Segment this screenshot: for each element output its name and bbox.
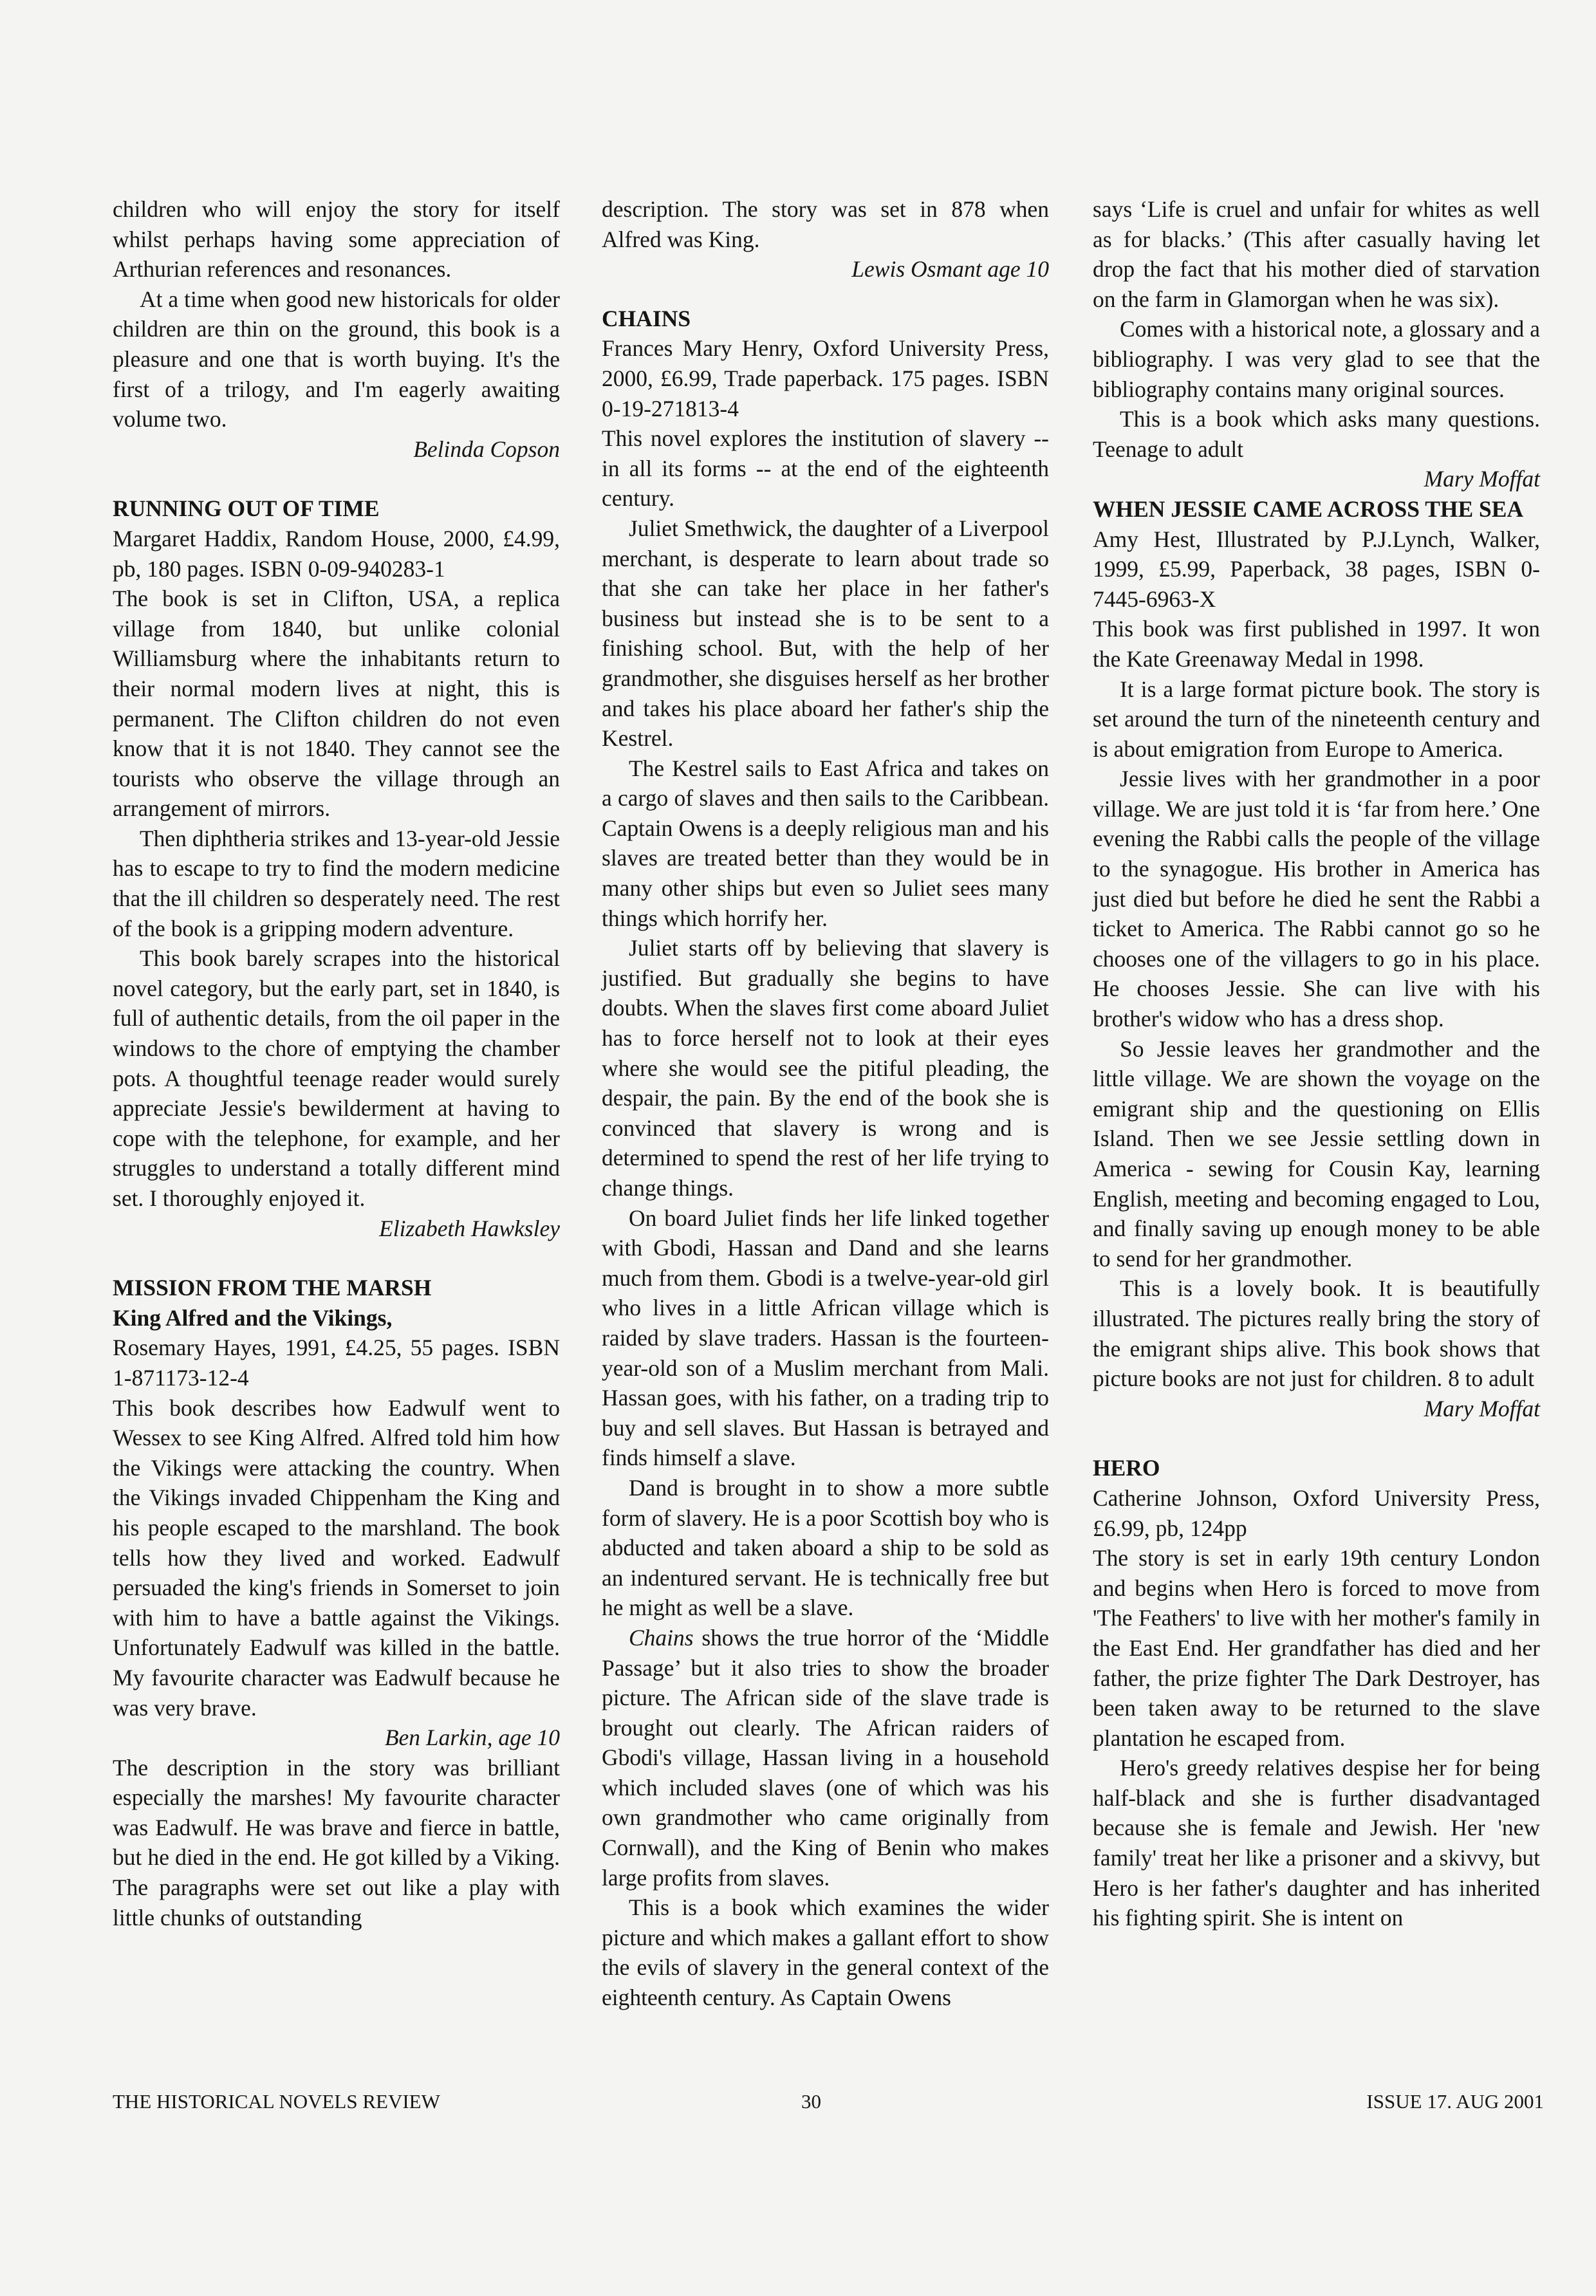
paragraph: This is a lovely book. It is beautifully illustrated. The pictures really bring the story of the emigrant ships alive. This book shows that picture books are not just for children. 8 to adult	[1093, 1275, 1540, 1392]
paragraph: says ‘Life is cruel and unfair for whites as well as for blacks.’ (This after casually having let drop the fact that his mother died of starvation on the farm in Glamorgan when he was six).	[1093, 196, 1540, 312]
book-details: Margaret Haddix, Random House, 2000, £4.99, pb, 180 pages. ISBN 0-09-940283-1	[113, 525, 560, 582]
paragraph	[602, 1623, 1049, 1893]
review-title: RUNNING OUT OF TIME	[113, 495, 380, 522]
paragraph: children who will enjoy the story for itself whilst perhaps having some appreciation of Arthurian references and resonances.	[113, 196, 560, 282]
paragraph: On board Juliet finds her life linked together with Gbodi, Hassan and Dand and she learns much from them. Gbodi is a twelve-year-old girl who lives in a little African village which is raided by slave traders. Hassan is the fourteen-year-old son of a Muslim merchant from Mali. Hassan goes, with his father, on a trading trip to buy and sell slaves. But Hassan is betrayed and finds himself a slave.	[602, 1205, 1049, 1471]
publication-name: THE HISTORICAL NOVELS REVIEW	[113, 2090, 440, 2113]
paragraph: This is a book which examines the wider picture and which makes a gallant effort to show the evils of slavery in the general context of the eighteenth century. As Captain Owens	[602, 1894, 1049, 2011]
paragraph: It is a large format picture book. The story is set around the turn of the nineteenth century and is about emigration from Europe to America.	[1093, 676, 1540, 762]
paragraph: This book was first published in 1997. It won the Kate Greenaway Medal in 1998.	[1093, 616, 1540, 672]
book-title-italic: Chains	[629, 1624, 694, 1651]
paragraph: This book describes how Eadwulf went to Wessex to see King Alfred. Alfred told him how the Vikings were attacking the country. When the Vikings invaded Chippenham the King and his people escaped to the marshland. The book tells how they lived and worked. Eadwulf persuaded the king's friends in Somerset to join with him to have a battle against the Vikings. Unfortunately Eadwulf was killed in the battle. My favourite character was Eadwulf because he was very brave.	[113, 1394, 560, 1721]
reviewer-signature: Mary Moffat	[1424, 466, 1540, 492]
reviewer-signature: Belinda Copson	[413, 436, 560, 462]
book-details: Amy Hest, Illustrated by P.J.Lynch, Walker, 1999, £5.99, Paperback, 38 pages, ISBN 0-7445-6963-X	[1093, 526, 1540, 612]
paragraph: The description in the story was brilliant especially the marshes! My favourite character was Eadwulf. He was brave and fierce in battle, but he died in the end. He got killed by a Viking. The paragraphs were set out like a play with little chunks of outstanding	[113, 1754, 560, 1930]
reviewer-signature: Mary Moffat	[1424, 1395, 1540, 1421]
page-number: 30	[801, 2090, 821, 2113]
issue-label: ISSUE 17. AUG 2001	[1366, 2090, 1544, 2113]
review-title: MISSION FROM THE MARSH	[113, 1275, 432, 1301]
reviewer-signature: Elizabeth Hawksley	[379, 1215, 560, 1241]
paragraph: description. The story was set in 878 when Alfred was King.	[602, 196, 1049, 252]
paragraph: The story is set in early 19th century London and begins when Hero is forced to move from 'The Feathers' to live with her mother's family in the East End. Her grandfather has died and her father, the prize fighter The Dark Destroyer, has been taken away to be returned to the slave plantation he escaped from.	[1093, 1545, 1540, 1751]
paragraph: So Jessie leaves her grandmother and the little village. We are shown the voyage on the emigrant ship and the questioning on Ellis Island. Then we see Jessie settling down in America - sewing for Cousin Kay, learning English, meeting and becoming engaged to Lou, and finally saving up enough money to be able to send for her grandmother.	[1093, 1035, 1540, 1272]
paragraph: At a time when good new historicals for older children are thin on the ground, this book is a pleasure and one that is worth buying. It's the first of a trilogy, and I'm eagerly awaiting volume two.	[113, 286, 560, 432]
paragraph: This novel explores the institution of slavery -- in all its forms -- at the end of the eighteenth century.	[602, 425, 1049, 512]
column-2	[602, 194, 1049, 2013]
paragraph-text: shows the true horror of the ‘Middle Passage’ but it also tries to show the broader picture. The African side of the slave trade is brought out clearly. The African raiders of Gbodi's village, Hassan living in a household which included slaves (one of which was his own grandmother who came originally from Cornwall), and the King of Benin who makes large profits from slaves.	[602, 1624, 1049, 1891]
review-title: HERO	[1093, 1455, 1160, 1481]
reviewer-signature: Ben Larkin, age 10	[384, 1725, 560, 1751]
reviewer-signature: Lewis Osmant age 10	[851, 256, 1049, 282]
review-title: WHEN JESSIE CAME ACROSS THE SEA	[1093, 495, 1524, 522]
paragraph: Juliet starts off by believing that slavery is justified. But gradually she begins to have doubts. When the slaves first come aboard Juliet has to force herself not to look at their eyes where she would see the pitiful pleading, the despair, the pain. By the end of the book she is convinced that slavery is wrong and is determined to spend the rest of her life trying to change things.	[602, 935, 1049, 1201]
paragraph: Dand is brought in to show a more subtle form of slavery. He is a poor Scottish boy who is abducted and taken aboard a ship to be sold as an indentured servant. He is technically free but he might as well be a slave.	[602, 1474, 1049, 1621]
review-subtitle: King Alfred and the Vikings,	[113, 1304, 393, 1331]
paragraph: This book barely scrapes into the historical novel category, but the early part, set in 1840, is full of authentic details, from the oil paper in the windows to the chore of emptying the chamber pots. A thoughtful teenage reader would surely appreciate Jessie's bewilderment at having to cope with the telephone, for example, and her struggles to understand a totally different mind set. I thoroughly enjoyed it.	[113, 945, 560, 1211]
column-3	[1093, 194, 1540, 1933]
paragraph: This is a book which asks many questions. Teenage to adult	[1093, 406, 1540, 462]
paragraph: Hero's greedy relatives despise her for being half-black and she is further disadvantaged because she is female and Jewish. Her 'new family' treat her like a prisoner and a skivvy, but Hero is her father's daughter and has inherited his fighting spirit. She is intent on	[1093, 1755, 1540, 1931]
paragraph: Then diphtheria strikes and 13-year-old Jessie has to escape to try to find the modern medicine that the ill children so desperately need. The rest of the book is a gripping modern adventure.	[113, 825, 560, 941]
paragraph: Comes with a historical note, a glossary and a bibliography. I was very glad to see that the bibliography contains many original sources.	[1093, 316, 1540, 402]
paragraph: Juliet Smethwick, the daughter of a Liverpool merchant, is desperate to learn about trade so that she can take her place in her father's business but instead she is to be sent to a finishing school. But, with the help of her grandmother, she disguises herself as her brother and takes his place aboard her father's ship the Kestrel.	[602, 515, 1049, 752]
book-details: Frances Mary Henry, Oxford University Press, 2000, £6.99, Trade paperback. 175 pages. ISBN 0-19-271813-4	[602, 335, 1049, 421]
book-details: Catherine Johnson, Oxford University Press, £6.99, pb, 124pp	[1093, 1485, 1540, 1541]
paragraph: Jessie lives with her grandmother in a poor village. We are just told it is ‘far from here.’ One evening the Rabbi calls the people of the village to the synagogue. His brother in America has just died but before he died he sent the Rabbi a ticket to America. The Rabbi cannot go so he chooses one of the villagers to go in his place. He chooses Jessie. She can live with his brother's widow who has a dress shop.	[1093, 766, 1540, 1032]
review-title: CHAINS	[602, 305, 691, 331]
paragraph: The Kestrel sails to East Africa and takes on a cargo of slaves and then sails to the Caribbean. Captain Owens is a deeply religious man and his slaves are treated better than they would be in many other ships but even so Juliet sees many things which horrify her.	[602, 755, 1049, 931]
book-details: Rosemary Hayes, 1991, £4.25, 55 pages. ISBN 1-871173-12-4	[113, 1335, 560, 1391]
page-footer	[113, 2087, 1544, 2116]
column-1	[113, 194, 560, 1932]
paragraph: The book is set in Clifton, USA, a replica village from 1840, but unlike colonial Williamsburg where the inhabitants return to their normal modern lives at night, this is permanent. The Clifton children do not even know that it is not 1840. They cannot see the tourists who observe the village through an arrangement of mirrors.	[113, 586, 560, 822]
